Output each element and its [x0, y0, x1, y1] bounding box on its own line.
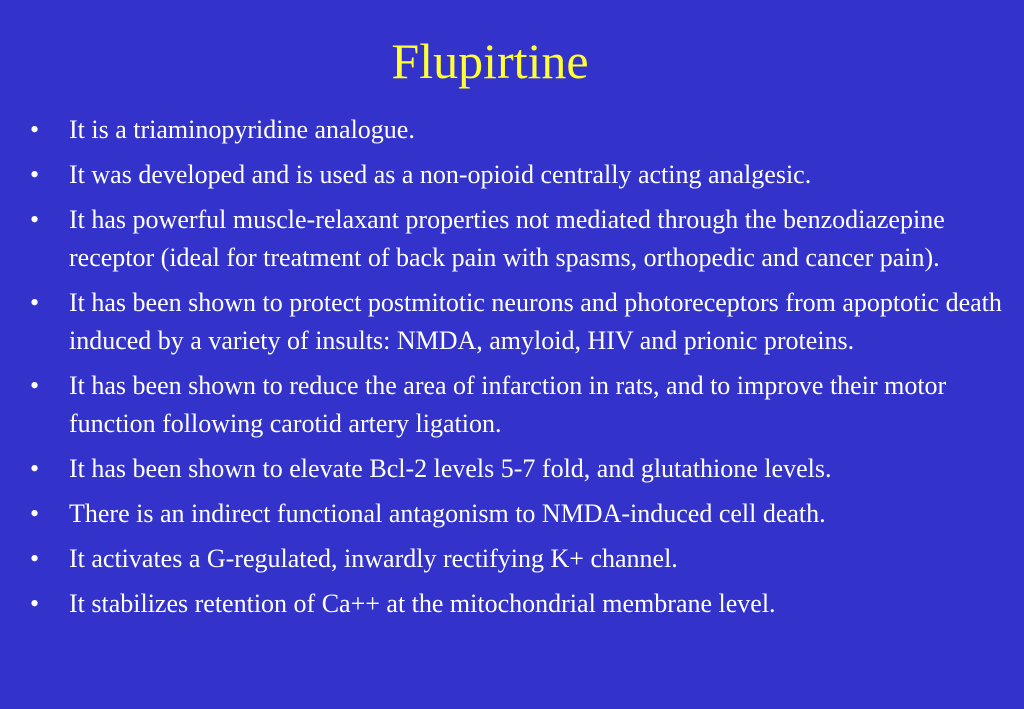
bullet-item	[0, 284, 1024, 360]
bullet-icon: •	[30, 499, 40, 528]
bullet-text: It has been shown to protect postmitotic neurons and photoreceptors from apoptotic death induced by a variety of insults: NMDA, amyloid, HIV and prionic proteins.	[69, 288, 1002, 355]
bullet-item	[0, 201, 1024, 277]
bullet-text: It stabilizes retention of Ca++ at the mitochondrial membrane level.	[69, 589, 776, 618]
bullet-icon: •	[30, 454, 40, 483]
bullet-icon: •	[30, 160, 40, 189]
bullet-icon: •	[30, 115, 40, 144]
bullet-item	[0, 450, 1024, 488]
bullet-item	[0, 156, 1024, 194]
bullet-text: It has been shown to elevate Bcl-2 levels 5-7 fold, and glutathione levels.	[69, 454, 832, 483]
bullet-icon: •	[30, 371, 40, 400]
bullet-icon: •	[30, 288, 40, 317]
bullet-item	[0, 367, 1024, 443]
bullet-icon: •	[30, 589, 40, 618]
bullet-list	[0, 111, 1024, 630]
bullet-text: It was developed and is used as a non-opioid centrally acting analgesic.	[69, 160, 812, 189]
bullet-item	[0, 111, 1024, 149]
bullet-icon: •	[30, 205, 40, 234]
bullet-text: It has powerful muscle-relaxant properties not mediated through the benzodiazepine receptor (ideal for treatment of back pain with spasms, orthopedic and cancer pain).	[69, 205, 945, 272]
bullet-text: It is a triaminopyridine analogue.	[69, 115, 415, 144]
bullet-item	[0, 585, 1024, 623]
bullet-text: There is an indirect functional antagonism to NMDA-induced cell death.	[69, 499, 826, 528]
slide-title: Flupirtine	[391, 33, 589, 89]
bullet-item	[0, 495, 1024, 533]
bullet-text: It activates a G-regulated, inwardly rectifying K+ channel.	[69, 544, 678, 573]
bullet-icon: •	[30, 544, 40, 573]
bullet-item	[0, 540, 1024, 578]
bullet-text: It has been shown to reduce the area of infarction in rats, and to improve their motor function following carotid artery ligation.	[69, 371, 947, 438]
